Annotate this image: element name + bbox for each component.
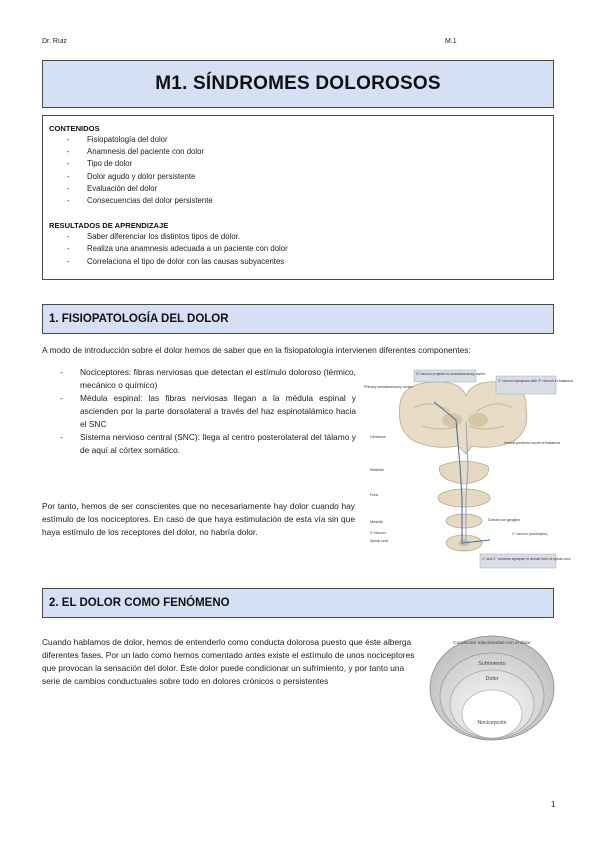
pain-layers-figure: [428, 630, 556, 742]
figure-label: Primary somatosensory cortex: [364, 385, 413, 389]
figure-label: Medulla: [370, 520, 383, 524]
list-item: - Anamnesis del paciente con dolor: [49, 146, 547, 158]
section-2-title: 2. EL DOLOR COMO FENÓMENO: [49, 597, 230, 609]
bullet-spinal-cord: - Médula espinal: las fibras nerviosas llegan a la médula espinal y ascienden por la parte dorsolateral a través del haz espinotalámico hacia el SNC: [60, 392, 356, 431]
page-title: M1. SÍNDROMES DOLOROSOS: [155, 73, 441, 94]
contents-box: [42, 115, 554, 280]
section-1-header: [42, 304, 554, 334]
figure-label: Cerebrum: [370, 435, 386, 439]
list-item: - Realiza una anamnesis adecuada a un paciente con dolor: [49, 243, 547, 255]
figure-label: Pons: [370, 493, 379, 497]
layer-conductas: Conductas relacionadas con el dolor: [453, 641, 531, 646]
section-1-paragraph: Por tanto, hemos de ser conscientes que no necesariamente hay dolor cuando hay estímulo de los nociceptores. En caso de que haya estimulación de esta vía sin que haya estímulo de los receptores del dolor, no habría dolor.: [42, 501, 355, 537]
contents-list: [49, 134, 547, 207]
header-module: M.1: [445, 38, 457, 45]
layer-nocicepcion: Nocicepción: [477, 720, 507, 726]
list-item: - Tipo de dolor: [49, 158, 547, 170]
list-item: - Consecuencias del dolor persistente: [49, 195, 547, 207]
figure-label: Ventral posterior nuclei of thalamus: [504, 441, 561, 445]
layer-dolor: Dolor: [485, 676, 499, 682]
list-item: - Saber diferenciar los distintos tipos de dolor.: [49, 231, 547, 243]
figure-label: Dorsal root ganglion: [488, 518, 521, 522]
list-item: - Correlaciona el tipo de dolor con las causas subyacentes: [49, 256, 547, 268]
section-1-bullets: [60, 366, 356, 457]
figure-label: 1° and 2° neurons synapse in dorsal horn of spinal cord: [482, 557, 571, 561]
section-1-intro: A modo de introducción sobre el dolor hemos de saber que en la fisiopatología intervienen diferentes componentes:: [42, 345, 471, 355]
results-list: [49, 231, 547, 268]
results-heading: RESULTADOS DE APRENDIZAJE: [49, 221, 169, 231]
layer-sufrimiento: Sufrimiento: [478, 661, 506, 667]
header-author: Dr. Ruiz: [42, 38, 67, 45]
figure-label: 1° neuron (nociceptor): [512, 532, 548, 536]
pain-pathway-figure: [362, 368, 574, 570]
figure-label: 2° neuron: [370, 531, 386, 535]
bullet-nociceptors: - Nociceptores: fibras nerviosas que detectan el estímulo doloroso (térmico, mecánico o químico): [60, 366, 356, 392]
section-1-title: 1. FISIOPATOLOGÍA DEL DOLOR: [49, 313, 229, 325]
contents-heading: CONTENIDOS: [49, 124, 100, 133]
page-number: 1: [551, 800, 556, 809]
list-item: - Evaluación del dolor: [49, 183, 547, 195]
list-item: - Dolor agudo y dolor persistente: [49, 171, 547, 183]
bullet-cns: - Sistema nervioso central (SNC): llega al centro posterolateral del tálamo y de aquí al córtex somático.: [60, 431, 356, 457]
section-2-header: [42, 588, 554, 618]
list-item: - Fisiopatología del dolor: [49, 134, 547, 146]
section-2-paragraph: Cuando hablamos de dolor, hemos de entenderlo como conducta dolorosa puesto que éste alberga diferentes fases. Por un lado como hemos comentado antes existe el estímulo de unos nociceptores que provocan la sensación del dolor. Éste dolor puede condicionar un sufrimiento, y por tanto una serie de cambios conductuales sobre todo en dolores crónicos o persistentes: [42, 637, 415, 686]
figure-label: Spinal cord: [370, 539, 388, 543]
figure-label: 3° neuron projects to somatosensory cortex: [416, 372, 486, 376]
figure-label: Midbrain: [370, 468, 384, 472]
page-title-box: [42, 60, 554, 108]
figure-label: 2° neuron synapses with 3° neuron in thalamus: [498, 379, 574, 383]
